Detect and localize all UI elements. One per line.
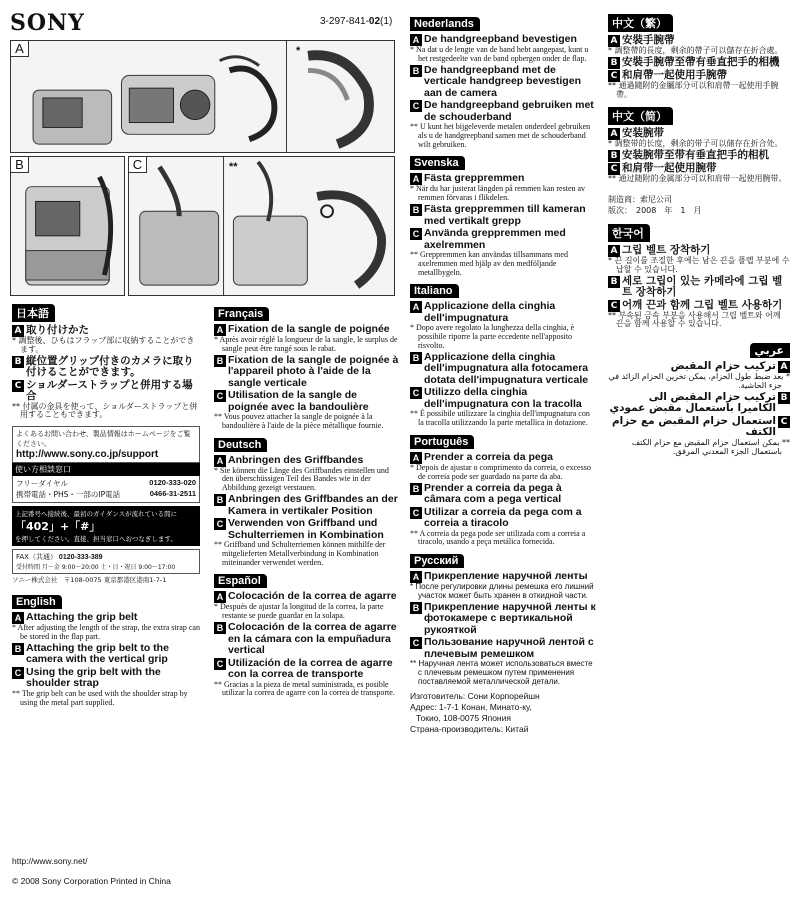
- lang-label-arabic: عربي: [750, 343, 790, 358]
- panel-label-b: B: [11, 157, 29, 173]
- column-4: [608, 14, 790, 460]
- es-note-a: * Después de ajustar la longitud de la correa, la parte restante se puede guardar en la solapa.: [214, 602, 384, 621]
- panel-label-a: A: [11, 41, 29, 57]
- es-heading-c: C Utilización de la correa de agarre con la correa de transporte: [214, 658, 400, 681]
- shoulder-strap-illustration: [129, 157, 394, 295]
- panel-c-asterisk: **: [229, 161, 238, 173]
- ko-note-a: * 끈 길이를 조절한 후에는 남은 끈을 플랩 부분에 수납할 수 있습니다.: [608, 255, 790, 274]
- ko-note-c: ** 부속된 금속 부분을 사용해서 그립 벨트와 어깨 끈을 함께 사용할 수 있습니다.: [608, 310, 781, 329]
- guidance-code: 「402」+「#」: [15, 520, 101, 534]
- ar-heading-b: B تركيب حزام المقبض الى الكاميرا باستعمال مقبض عمودي: [608, 392, 790, 415]
- guidance-line-2: を押してください。直接、担当窓口へおつなぎします。: [15, 535, 177, 544]
- ja-heading-b: B 縦位置グリップ付きのカメラに取り付けることができます。: [12, 356, 200, 379]
- illustration-panel-c: [128, 156, 395, 296]
- section-french: [214, 304, 400, 431]
- ja-note-c: ** 付属の金具を使って、ショルダーストラップと併用することもできます。: [12, 401, 198, 420]
- ru-maker: Изготовитель: Сони Корпорейшн: [410, 690, 540, 701]
- section-korean: [608, 224, 790, 329]
- ja-heading-c: C ショルダーストラップと併用する場合: [12, 380, 200, 403]
- zhs-heading-b: B 安装腕带至带有垂直把手的相机: [608, 150, 790, 162]
- de-heading-c: C Verwenden von Griffband und Schulterriemen in Kombination: [214, 518, 400, 541]
- zhs-note-a: * 调整带的长度，剩余的带子可以储存在折合处。: [608, 139, 783, 149]
- lang-label-chinese-traditional: 中文（繁）: [608, 14, 673, 32]
- ru-heading-c: C Пользование наручной лентой с плечевым ремешком: [410, 637, 596, 660]
- section-russian: [410, 551, 596, 734]
- en-heading-b: B Attaching the grip belt to the camera with the vertical grip: [12, 643, 200, 666]
- nl-heading-c: C De handgreepband gebruiken met de schouderband: [410, 100, 596, 123]
- panel-a-asterisk: *: [296, 45, 301, 57]
- nl-note-a: * Na dat u de lengte van de band hebt aangepast, kunt u het restgedeelte van de band opbergen onder de flap.: [410, 45, 589, 63]
- zhs-maker: 制造商：索尼公司: [608, 194, 672, 204]
- section-german: [214, 435, 400, 568]
- pt-heading-b: B Prender a correia da pega à câmara com a pega vertical: [410, 483, 596, 506]
- column-2: [214, 304, 400, 702]
- contact-title: 使い方相談窓口: [12, 463, 200, 476]
- section-chinese-traditional: [608, 14, 790, 99]
- lang-label-spanish: Español: [214, 574, 267, 588]
- ru-note-a: * После регулировки длины ремешка его лишний участок может быть хранен в откидной части.: [410, 582, 594, 600]
- sv-heading-a: A Fästa greppremmen: [410, 173, 596, 185]
- zht-heading-b: B 安裝手腕帶至帶有垂直把手的相機: [608, 57, 790, 69]
- section-spanish: [214, 571, 400, 698]
- camera-grip-illustration-a: [11, 41, 394, 152]
- lang-label-german: Deutsch: [214, 438, 267, 452]
- zhs-date: 版次： 2008 年 1 月: [608, 205, 702, 215]
- free-dial-number: 0120-333-020: [149, 478, 196, 488]
- section-chinese-simplified: [608, 107, 790, 216]
- es-heading-a: A Colocación de la correa de agarre: [214, 591, 400, 603]
- fax-number: 0120-333-389: [58, 554, 103, 562]
- it-note-a: * Dopo avere regolato la lunghezza della cinghia, è possibile riporre la parte eccedente nell'apposito risvolto.: [410, 323, 575, 351]
- ru-address-1: Адрес: 1-7-1 Конан, Минато-ку,: [410, 701, 532, 712]
- fr-heading-c: C Utilisation de la sangle de poignée avec la bandoulière: [214, 390, 400, 413]
- ko-heading-a: A 그립 벨트 장착하기: [608, 245, 790, 257]
- ja-note-a: * 調整後、ひもはフラップ部に収納することができます。: [12, 336, 195, 354]
- zht-heading-a: A 安裝手腕帶: [608, 35, 790, 47]
- company-address: ソニー株式会社 〒108-0075 東京都港区港南1-7-1: [12, 576, 167, 585]
- section-portuguese: [410, 432, 596, 547]
- zht-heading-c: C 和肩帶一起使用手腕帶: [608, 70, 790, 82]
- ko-heading-c: C 어깨 끈과 함께 그립 벨트 사용하기: [608, 300, 790, 312]
- nl-heading-b: B De handgreepband met de verticale handgreep bevestigen aan de camera: [410, 65, 596, 100]
- section-japanese: [12, 304, 200, 584]
- ar-heading-a: A تركيب حزام المقبض: [608, 361, 790, 373]
- en-heading-c: C Using the grip belt with the shoulder strap: [12, 667, 200, 690]
- zhs-note-c: ** 通过随附的金属部分可以和肩带一起使用腕带。: [608, 174, 787, 184]
- fr-heading-b: B Fixation de la sangle de poignée à l'appareil photo à l'aide de la sangle verticale: [214, 355, 400, 390]
- panel-label-c: C: [129, 157, 147, 173]
- ar-note-a: * بعد ضبط طول الحزام، يمكن تخزين الحزام الزائد في جزء الحاشية.: [608, 372, 790, 390]
- column-1: [12, 304, 200, 711]
- section-arabic: [608, 341, 790, 456]
- zht-note-a: * 調整帶的長度，剩余的帶子可以儲存在折合處。: [608, 46, 783, 55]
- lang-label-dutch: Nederlands: [410, 17, 480, 31]
- illustration-panel-b: [10, 156, 125, 296]
- fax-label: FAX（共通）: [16, 553, 57, 562]
- contact-numbers: [12, 476, 200, 503]
- nl-note-c: ** U kunt het bijgeleverde metalen onderdeel gebruiken als u de handgreepband samen met de schouderband wilt gebruiken.: [410, 122, 591, 149]
- illustration-panel-a: [10, 40, 395, 153]
- guidance-box: [12, 506, 200, 546]
- pt-note-a: * Depois de ajustar o comprimento da correia, o excesso de correia pode ser guardado na parte da aba.: [410, 462, 591, 481]
- de-note-a: * Sie können die Länge des Griffbandes einstellen und den überschüssigen Teil des Bandes wie in der Abbildung gezeigt verstauen.: [214, 465, 389, 493]
- section-dutch: [410, 14, 596, 149]
- it-heading-a: A Applicazione della cinghia dell'impugnatura: [410, 301, 596, 324]
- lang-label-swedish: Svenska: [410, 156, 465, 170]
- sv-heading-c: C Använda greppremmen med axelremmen: [410, 228, 596, 251]
- ru-heading-a: A Прикрепление наручной ленты: [410, 571, 596, 583]
- column-3: [410, 14, 596, 739]
- guidance-line-1: 上記番号へ接続後、最初のガイダンスが流れている間に: [15, 510, 178, 519]
- fr-note-c: ** Vous pouvez attacher la sangle de poignée à la bandoulière à l'aide de la pièce métallique fournie.: [214, 412, 384, 430]
- mobile-number: 0466-31-2511: [149, 489, 196, 499]
- mobile-label: 携帯電話・PHS・一部のIP電話: [16, 490, 121, 500]
- lang-label-russian: Русский: [410, 554, 464, 568]
- lang-label-korean: 한국어: [608, 224, 650, 242]
- sv-note-a: * När du har justerat längden på remmen kan resten av remmen förvaras i flikdelen.: [410, 184, 586, 203]
- en-note-a: * After adjusting the length of the strap, the extra strap can be stored in the flap part.: [12, 623, 200, 641]
- de-heading-b: B Anbringen des Griffbandes an der Kamera in vertikaler Position: [214, 494, 400, 517]
- fr-heading-a: A Fixation de la sangle de poignée: [214, 324, 400, 336]
- sv-note-c: ** Greppremmen kan användas tillsammans med axelremmen med hjälp av den medföljande metallbygeln.: [410, 250, 568, 277]
- zhs-heading-c: C 和肩带一起使用腕带: [608, 163, 790, 175]
- reception-hours: 受付時間 月〜金 9:00〜20:00 土・日・祝日 9:00〜17:00: [16, 564, 176, 572]
- en-heading-a: A Attaching the grip belt: [12, 612, 200, 624]
- ko-heading-b: B 세로 그립이 있는 카메라에 그립 벨트 장착하기: [608, 276, 790, 299]
- pt-note-c: ** A correia da pega pode ser utilizada com a correia a tiracolo, usando a peça metálica fornecida.: [410, 528, 586, 547]
- sony-logo: SONY: [10, 10, 85, 36]
- fax-box: [12, 549, 200, 574]
- nl-heading-a: A De handgreepband bevestigen: [410, 34, 596, 46]
- zht-note-c: ** 通過隨附的金屬部分可以和肩帶一起使用手腕帶。: [608, 80, 779, 99]
- support-info-box: [12, 426, 200, 463]
- zhs-heading-a: A 安装腕带: [608, 128, 790, 140]
- ru-heading-b: B Прикрепление наручной ленты к фотокамере с вертикальной рукояткой: [410, 602, 596, 637]
- footer-copyright: © 2008 Sony Corporation Printed in China: [12, 876, 171, 886]
- section-english: [12, 592, 200, 707]
- fr-note-a: * Après avoir réglé la longueur de la sangle, le surplus de sangle peut être rangé sous le rabat.: [214, 335, 398, 353]
- ar-note-c: ** يمكن استعمال حزام المقبض مع حزام الكتف باستعمال الجزء المعدني المرفق.: [631, 437, 790, 456]
- footer-url[interactable]: http://www.sony.net/: [12, 856, 88, 866]
- ar-heading-c: C استعمال حزام المقبض مع حزام الكتف: [608, 416, 790, 439]
- de-note-c: ** Griffband und Schulterriemen können mithilfe der mitgelieferten Metallverbindung in Kombination miteinander verwendet werden.: [214, 540, 386, 567]
- es-heading-b: B Colocación de la correa de agarre en la cámara con la empuñadura vertical: [214, 622, 400, 657]
- it-heading-b: B Applicazione della cinghia dell'impugnatura alla fotocamera dotata dell'impugnatura verticale: [410, 352, 596, 387]
- part-number: 3-297-841-02(1): [320, 16, 393, 27]
- it-note-c: ** È possibile utilizzare la cinghia dell'impugnatura con la tracolla utilizzando la parte metallica in dotazione.: [410, 409, 590, 428]
- lang-label-japanese: 日本語: [12, 304, 55, 322]
- ja-heading-a: A 取り付けかた: [12, 325, 200, 337]
- it-heading-c: C Utilizzo della cinghia dell'impugnatura con la tracolla: [410, 387, 596, 410]
- lang-label-chinese-simplified: 中文（简）: [608, 107, 673, 125]
- free-dial-label: フリーダイヤル: [16, 479, 68, 489]
- lang-label-portuguese: Português: [410, 435, 474, 449]
- pt-heading-c: C Utilizar a correia da pega com a correia a tiracolo: [410, 507, 596, 530]
- pt-heading-a: A Prender a correia da pega: [410, 452, 596, 464]
- section-swedish: [410, 153, 596, 277]
- en-note-c: ** The grip belt can be used with the shoulder strap by using the metal part supplied.: [12, 688, 188, 707]
- de-heading-a: A Anbringen des Griffbandes: [214, 455, 400, 467]
- sv-heading-b: B Fästa greppremmen till kameran med vertikalt grepp: [410, 204, 596, 227]
- camera-vertical-grip-illustration: [11, 157, 124, 295]
- ru-address-2: Токио, 108-0075 Япония: [416, 712, 511, 723]
- support-info-line: よくあるお問い合わせ、製品情報はホームページをご覧ください。: [16, 430, 191, 449]
- section-italian: [410, 281, 596, 427]
- lang-label-english: English: [12, 595, 62, 609]
- es-note-c: ** Gracias a la pieza de metal suministrada, es posible utilizar la correa de agarre con la correa de transporte.: [214, 679, 395, 698]
- ru-note-c: ** Наручная лента может использоваться вместе с плечевым ремешком путем применения поставляемой металлической детали.: [410, 659, 593, 686]
- ru-country: Страна-производитель: Китай: [410, 723, 529, 734]
- support-url-link[interactable]: http://www.sony.co.jp/support: [16, 449, 159, 461]
- lang-label-italian: Italiano: [410, 284, 459, 298]
- lang-label-french: Français: [214, 307, 269, 321]
